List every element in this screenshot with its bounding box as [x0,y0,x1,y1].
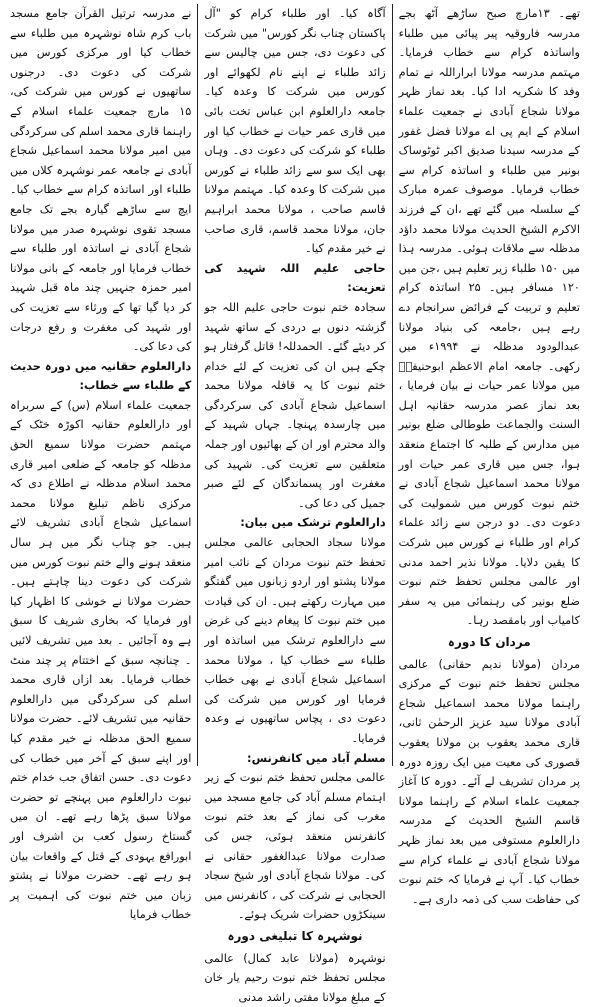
column-right [395,4,584,766]
section-heading: دارالعلوم ترشک میں بیان: [204,513,385,533]
section-heading: مردان کا دورہ [399,633,580,653]
article-paragraph: سجادہ ختم نبوت حاجی علیم اللہ جو گزشتہ دنوں بے دردی کے ساتھ شہید کر دیئے گئے۔ الحمدللہ! قاتل گرفتار ہو چکے ہیں ان کی تعزیت کے لئے خدام ختم نبوت کا یہ قافلہ مولانا محمد اسماعیل شجاع آبادی کی سرکردگی میں چارسدہ پہنچا۔ جہاں شہید کے والد محترم اور ان کے بھائیوں اور جملہ متعلقین سے تعزیت کی۔ شہید کی مغفرت اور پسماندگان کے لئے صبر جمیل کی دعا کی۔ [204,298,385,514]
section-heading: دارالعلوم حقانیہ میں دورہ حدیث کے طلباء سے خطاب: [10,357,191,396]
section-heading: حاجی علیم اللہ شہید کی تعزیت: [204,259,385,298]
column-left [6,4,195,766]
article-paragraph: نوشہرہ (مولانا عابد کمال) عالمی مجلس تحفظ ختم نبوت رحیم یار خان کے مبلغ مولانا مفتی راشد مدنی [204,949,385,1007]
article-paragraph: تھے۔ ۱۳مارچ صبح ساڑھے آٹھ بجے مدرسہ فاروقیہ پیر پیائی میں طلباء واساتذہ کرام سے خطاب فرمایا۔ مہتمم مدرسہ مولانا ابراراللہ نے تمام وفد کا شکریہ ادا کیا۔ بعد نماز ظہر مولانا شجاع آبادی نے جمعیت علماء اسلام کے ایم پی اے مولانا فضل غفور کے مدرسہ سیدنا صدیق اکبر ٹوٹوساک بونیر میں طلباء و اساتذہ کرام سے خطاب فرمایا۔ موصوف عمرہ مبارک کے سلسلہ میں گئے تھے ،ان کے فرزند الاکرم الشیخ الحدیث مولانا محمد داؤد مدظلہ سے ملاقات ہوئی۔ مدرسہ ہذا میں ۱۵۰ طلباء زیر تعلیم ہیں ،جن میں ۱۲۰ مسافر ہیں۔ ۲۵ اساتذہ کرام تعلیم و تربیت کے فرائض سرانجام دے رہے ہیں ،جامعہ کی بنیاد مولانا عبدالودود مدظلہ نے ۱۹۹۴ء میں رکھی۔ جامعہ امام الاعظم ابوحنیفہؒ میں مولانا عمر حیات نے بیان فرمایا ، بعد نماز عصر مدرسہ حقانیہ اہل السنت والجماعت طوطالی ضلع بونیر میں مدارس کے طلبہ کا اجتماع منعقد ہوا، جس میں قاری عمر حیات اور مولانا محمد اسماعیل شجاع آبادی نے ختم نبوت کورس میں شمولیت کی دعوت دی۔ دو درجن سے زائد علماء کرام اور طلباء نے کورس میں شرکت کا یقین دلایا۔ مولانا نذیر احمد مدنی اور عالمی مجلس تحفظ ختم نبوت ضلع بونیر کی رہنمائی میں یہ سفر کامیاب اور بامقصد رہا۔ [399,4,580,631]
article-paragraph: عالمی مجلس تحفظ ختم نبوت کے زیر اہتمام مسلم آباد کی جامع مسجد میں مغرب کی نماز کے بعد ختم نبوت کانفرنس منعقد ہوئی، جس کی صدارت مولانا عبدالغفور حقانی نے کی۔ مولانا شجاع آبادی اور شیخ سجاد الحجابی نے شرکت کی ، کانفرنس میں سینکڑوں حضرات شریک ہوئے۔ [204,768,385,925]
article-paragraph: نے مدرسہ ترتیل القرآن جامع مسجد باب کرم شاہ نوشہرہ میں طلباء سے خطاب کیا اور مرکزی کورس میں شرکت کی دعوت دی۔ درجنوں ساتھیوں نے کورس میں شرکت کی، ۱۵ مارچ جمعیت علماء اسلام کے راہنما قاری محمد اسلم کی سرکردگی میں امیر مولانا محمد اسماعیل شجاع آبادی نے جامعہ عمر نوشہرہ کلاں میں طلباء اور اساتذہ کرام سے خطاب کیا۔ ایچ سے ساڑھے گیارہ بجے تک جامع مسجد تقوی نوشہرہ صدر میں مولانا شجاع آبادی نے اساتذہ اور طلباء سے خطاب فرمایا اور جامعہ کے بانی مولانا امیر حمزہ جنہیں چند ماہ قبل شہید کر دیا گیا تھا کے ورثاء سے تعزیت کی اور شہید کی مغفرت و رفع درجات کی دعا کی۔ [10,4,191,357]
column-middle [200,4,389,766]
column-divider [197,4,198,766]
article-paragraph: آگاہ کیا۔ اور طلباء کرام کو "آل پاکستان چناب نگر کورس" میں شرکت کی دعوت دی، جس میں چالیس سے زائد طلباء نے اپنے نام لکھوائے اور کورس میں شرکت کا وعدہ کیا۔ جامعہ دارالعلوم ابن عباس تخت بائی میں قاری عمر حیات نے خطاب کیا اور طلباء کو شرکت کی دعوت دی۔ وہاں بھی ایک سو سے زائد طلباء نے کورس میں شرکت کا وعدہ کیا۔ مہتمم مولانا قاسم صاحب ، مولانا محمد ابراہیم جان، مولانا محمد قاسم، قاری صاحب نے خیر مقدم کیا۔ [204,4,385,259]
column-divider [392,4,393,766]
section-heading: نوشہرہ کا تبلیغی دورہ [204,927,385,947]
article-paragraph: جمعیت علماء اسلام (س) کے سربراہ اور دارالعلوم حقانیہ اکوڑہ خٹک کے مہتمم حضرت مولانا سمیع الحق مدظلہ کو جامعہ کے ضلعی امیر قاری محمد اسلام مدظلہ نے اطلاع دی کہ مرکزی ناظم تبلیغ مولانا محمد اسماعیل شجاع آبادی تشریف لائے ہیں۔ جو چناب نگر میں ہر سال منعقد ہونے والے ختم نبوت کورس میں شرکت کی دعوت دینا چاہتے ہیں۔ حضرت مولانا نے خوشی کا اظہار کیا اور فرمایا کہ بخاری شریف کا سبق ہے وہ آجائیں ۔ بعد میں تشریف لائیں ۔ چنانچہ سبق کے اختتام پر چند منٹ خطاب فرمایا۔ بعد ازاں قاری محمد اسلم کی سرکردگی میں دارالعلوم حقانیہ میں تشریف لائے۔ حضرت مولانا سمیع الحق مدظلہ نے خیر مقدم کیا اور اپنے سبق کے آخر میں خطاب کی دعوت دی۔ حسن اتفاق جب خدام ختم نبوت دارالعلوم میں پہنچے تو حضرت مولانا سبق پڑھا رہے تھے۔ ان میں گستاخ رسول کعب بن اشرف اور ابورافع یہودی کے قتل کے واقعات بیان ہو رہے تھے۔ حضرت مولانا نے پشتو زبان میں ختم نبوت کی اہمیت پر خطاب فرمایا [10,396,191,925]
section-heading: مسلم آباد میں کانفرنس: [204,749,385,769]
article-paragraph: مردان (مولانا ندیم حقانی) عالمی مجلس تحفظ ختم نبوت کے مرکزی راہنما مولانا محمد اسماعیل شجاع آبادی مولانا سید عزیز الرحمٰن ثانی، قاری محمد یعقوب بن مولانا یعقوب قصوری کی معیت میں ایک روزہ دورہ پر مردان تشریف لے آئے۔ دورہ کا آغاز جمعیت علماء اسلام کے راہنما مولانا قاسم الشیخ الحدیث کے مدرسہ دارالعلوم مستوفی میں بعد نماز ظہر مولانا شجاع آبادی نے علماء کرام سے خطاب کیا۔ آپ نے فرمایا کہ ختم نبوت کی حفاظت سب کی ذمہ داری ہے۔ [399,655,580,910]
article-paragraph: مولانا سجاد الحجابی عالمی مجلس تحفظ ختم نبوت مردان کے نائب امیر مولانا پشتو اور اردو زبانوں میں گفتگو میں مہارت رکھتے ہیں۔ ان کی قیادت میں ختم نبوت کا پیغام دینے کی غرض سے دارالعلوم ترشک میں اساتذہ اور طلباء سے خطاب کیا ، مولانا محمد اسماعیل شجاع آبادی نے بھی خطاب فرمایا اور کورس میں شرکت کی دعوت دی ، پچاس ساتھیوں نے وعدہ فرمایا۔ [204,533,385,749]
